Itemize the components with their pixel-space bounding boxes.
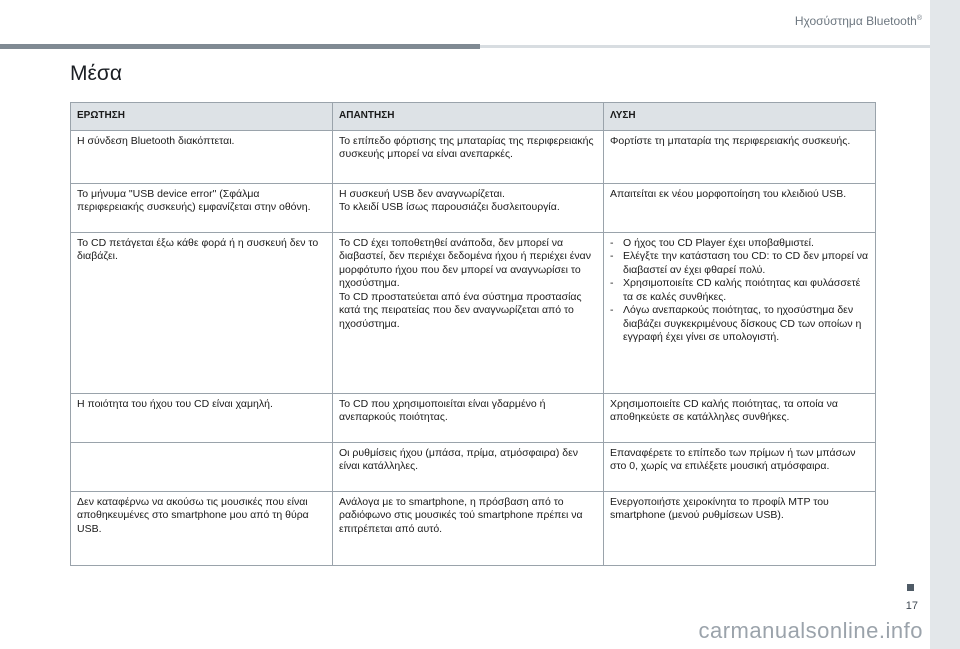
- table-row: [71, 442, 876, 491]
- question-cell: Η σύνδεση Bluetooth διακόπτεται.: [71, 130, 333, 183]
- solution-cell: Χρησιμοποιείτε CD καλής ποιότητας, τα οποία να αποθηκεύετε σε κατάλληλες συνθήκες.: [604, 393, 876, 442]
- section-name: Ηχοσύστημα Bluetooth: [794, 14, 917, 28]
- solution-item: - Λόγω ανεπαρκούς ποιότητας, το ηχοσύστημα δεν διαβάζει συγκεκριμένους δίσκους CD των οποίων η εγγραφή έχει γίνει σε υπολογιστή.: [610, 304, 869, 345]
- page-marker: [907, 584, 914, 591]
- question-cell: Η ποιότητα του ήχου του CD είναι χαμηλή.: [71, 393, 333, 442]
- table-row: [71, 393, 876, 442]
- side-margin-strip: [930, 0, 960, 649]
- answer-cell: Το CD που χρησιμοποιείται είναι γδαρμένο ή ανεπαρκούς ποιότητας.: [333, 393, 604, 442]
- answer-cell: [333, 232, 604, 393]
- answer-line: Η συσκευή USB δεν αναγνωρίζεται.: [339, 187, 505, 200]
- page-number: 17: [905, 600, 918, 612]
- table-row: [71, 232, 876, 393]
- header-rule-dark: [0, 44, 480, 49]
- page-title: Μέσα: [70, 62, 122, 85]
- solution-item: - Ελέγξτε την κατάσταση του CD: το CD δεν μπορεί να διαβαστεί αν έχει φθαρεί πολύ.: [610, 250, 869, 277]
- column-header-solution: ΛΥΣΗ: [604, 103, 876, 131]
- question-cell: Το μήνυμα "USB device error" (Σφάλμα περιφερειακής συσκευής) εμφανίζεται στην οθόνη.: [71, 183, 333, 232]
- table-header-row: [71, 103, 876, 131]
- answer-line: Το CD προστατεύεται από ένα σύστημα προστασίας κατά της πειρατείας που δεν αναγνωρίζεται από το ηχοσύστημα.: [339, 290, 582, 330]
- answer-line: Το CD έχει τοποθετηθεί ανάποδα, δεν μπορεί να διαβαστεί, δεν περιέχει δεδομένα ήχου ή περιέχει έναν μορφότυπο ήχου που δεν μπορεί να αναγνωρίσει το ηχοσύστημα.: [339, 236, 591, 289]
- solution-cell: [604, 232, 876, 393]
- column-header-question: ΕΡΩΤΗΣΗ: [71, 103, 333, 131]
- answer-cell: Ανάλογα με το smartphone, η πρόσβαση από το ραδιόφωνο στις μουσικές τού smartphone πρέπει να επιτρέπεται από αυτό.: [333, 491, 604, 565]
- solution-list: [610, 237, 869, 345]
- solution-cell: Φορτίστε τη μπαταρία της περιφερειακής συσκευής.: [604, 130, 876, 183]
- solution-cell: Ενεργοποιήστε χειροκίνητα το προφίλ MTP του smartphone (μενού ρυθμίσεων USB).: [604, 491, 876, 565]
- registered-mark: ®: [916, 15, 922, 22]
- column-header-answer: ΑΠΑΝΤΗΣΗ: [333, 103, 604, 131]
- table-row: [71, 130, 876, 183]
- solution-item: - Χρησιμοποιείτε CD καλής ποιότητας και φυλάσσετέ τα σε καλές συνθήκες.: [610, 277, 869, 304]
- question-cell: [71, 442, 333, 491]
- answer-cell: Οι ρυθμίσεις ήχου (μπάσα, πρίμα, ατμόσφαιρα) δεν είναι κατάλληλες.: [333, 442, 604, 491]
- answer-line: Το κλειδί USB ίσως παρουσιάζει δυσλειτουργία.: [339, 201, 560, 213]
- table-row: [71, 491, 876, 565]
- solution-cell: Επαναφέρετε το επίπεδο των πρίμων ή των μπάσων στο 0, χωρίς να επιλέξετε μουσική ατμόσφαιρα.: [604, 442, 876, 491]
- header-rule-light: [480, 45, 930, 48]
- answer-cell: [333, 183, 604, 232]
- faq-table: [70, 102, 876, 566]
- watermark: carmanualsonline.info: [698, 618, 923, 643]
- answer-cell: Το επίπεδο φόρτισης της μπαταρίας της περιφερειακής συσκευής μπορεί να είναι ανεπαρκές.: [333, 130, 604, 183]
- running-header: [795, 14, 922, 28]
- table-row: [71, 183, 876, 232]
- solution-item: - Ο ήχος του CD Player έχει υποβαθμιστεί.: [610, 237, 869, 251]
- question-cell: Δεν καταφέρνω να ακούσω τις μουσικές που είναι αποθηκευμένες στο smartphone μου από τη θύρα USB.: [71, 491, 333, 565]
- solution-cell: Απαιτείται εκ νέου μορφοποίηση του κλειδιού USB.: [604, 183, 876, 232]
- question-cell: Το CD πετάγεται έξω κάθε φορά ή η συσκευή δεν το διαβάζει.: [71, 232, 333, 393]
